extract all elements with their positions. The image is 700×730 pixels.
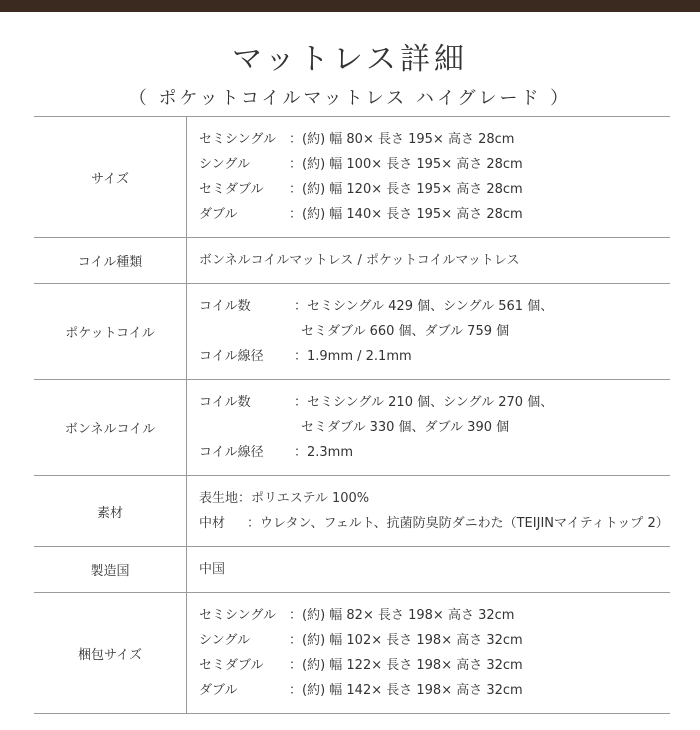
size-key: ダブル — [199, 207, 238, 222]
list-item — [199, 152, 670, 177]
list-item — [199, 294, 670, 319]
coil-count-key: コイル数 — [199, 395, 251, 410]
package-value: ：(約) 幅 142× 長さ 198× 高さ 32cm — [289, 683, 523, 698]
size-value: ：(約) 幅 100× 長さ 195× 高さ 28cm — [289, 157, 523, 172]
material-line-1: 表生地：ポリエステル 100% — [199, 491, 370, 506]
list-item — [199, 511, 670, 536]
row-content-package-size — [187, 593, 671, 714]
filling-value: ：ウレタン、フェルト、抗菌防臭防ダニわた（TEIJINマイティトップ 2） — [247, 516, 669, 531]
table-row-size — [34, 117, 670, 238]
table-row-coil-type — [34, 238, 670, 284]
package-value: ：(約) 幅 122× 長さ 198× 高さ 32cm — [289, 658, 523, 673]
wire-value: ：1.9mm / 2.1mm — [294, 349, 412, 364]
package-key: セミシングル — [199, 608, 277, 623]
size-value: ：(約) 幅 140× 長さ 195× 高さ 28cm — [289, 207, 523, 222]
list-item — [199, 390, 670, 415]
list-item — [199, 319, 670, 344]
wire-key: コイル線径 — [199, 349, 264, 364]
row-content-country — [187, 547, 671, 593]
row-content-coil-type — [187, 238, 671, 284]
coil-type-value: ボンネルコイルマットレス / ポケットコイルマットレス — [199, 253, 520, 268]
row-content-bonnell-coil — [187, 380, 671, 476]
list-item — [199, 603, 670, 628]
page-title: マットレス詳細 — [232, 42, 468, 77]
coil-count-value-cont: セミダブル 330 個、ダブル 390 個 — [301, 420, 510, 435]
filling-key: 中材 — [199, 516, 226, 531]
top-bar — [0, 0, 700, 12]
wire-key: コイル線径 — [199, 445, 264, 460]
size-key: セミダブル — [199, 182, 264, 197]
package-key: ダブル — [199, 683, 238, 698]
table-row-bonnell-coil — [34, 380, 670, 476]
list-item — [199, 415, 670, 440]
coil-count-value-cont: セミダブル 660 個、ダブル 759 個 — [301, 324, 510, 339]
size-value: ：(約) 幅 120× 長さ 195× 高さ 28cm — [289, 182, 523, 197]
row-label-bonnell-coil: ボンネルコイル — [34, 380, 187, 476]
list-item — [199, 653, 670, 678]
table-row-pocket-coil — [34, 284, 670, 380]
spec-table — [34, 116, 670, 714]
package-value: ：(約) 幅 102× 長さ 198× 高さ 32cm — [289, 633, 523, 648]
row-label-country: 製造国 — [34, 547, 187, 593]
coil-count-value: ：セミシングル 210 個、シングル 270 個、 — [294, 395, 554, 410]
row-label-size: サイズ — [34, 117, 187, 238]
row-content-size — [187, 117, 671, 238]
package-value: ：(約) 幅 82× 長さ 198× 高さ 32cm — [289, 608, 515, 623]
list-item — [199, 440, 670, 465]
row-label-pocket-coil: ポケットコイル — [34, 284, 187, 380]
row-label-material: 素材 — [34, 476, 187, 547]
size-key: セミシングル — [199, 132, 277, 147]
wire-value: ：2.3mm — [294, 445, 354, 460]
table-row-package-size — [34, 593, 670, 714]
package-key: シングル — [199, 633, 251, 648]
list-item — [199, 127, 670, 152]
package-key: セミダブル — [199, 658, 264, 673]
row-label-coil-type: コイル種類 — [34, 238, 187, 284]
coil-count-value: ：セミシングル 429 個、シングル 561 個、 — [294, 299, 554, 314]
list-item — [199, 344, 670, 369]
list-item — [199, 678, 670, 703]
row-content-pocket-coil — [187, 284, 671, 380]
country-value: 中国 — [199, 562, 226, 577]
size-key: シングル — [199, 157, 251, 172]
list-item — [199, 628, 670, 653]
table-row-material — [34, 476, 670, 547]
list-item — [199, 177, 670, 202]
table-row-country — [34, 547, 670, 593]
size-value: ：(約) 幅 80× 長さ 195× 高さ 28cm — [289, 132, 515, 147]
page-subtitle: （ ポケットコイルマットレス ハイグレード ） — [128, 88, 572, 109]
list-item — [199, 202, 670, 227]
row-content-material — [187, 476, 671, 547]
coil-count-key: コイル数 — [199, 299, 251, 314]
row-label-package-size: 梱包サイズ — [34, 593, 187, 714]
